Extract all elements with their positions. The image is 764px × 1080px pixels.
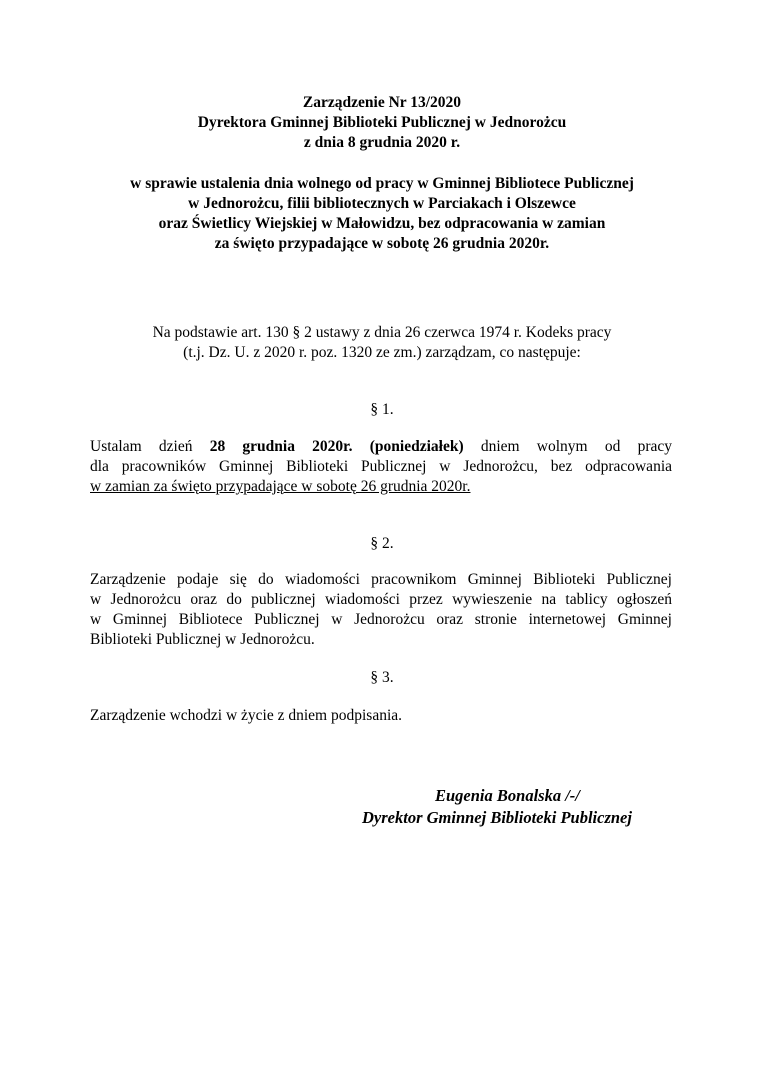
paragraph-line [90, 437, 672, 457]
legal-basis [0, 323, 764, 363]
paragraph-line [90, 477, 672, 497]
subject-line: w sprawie ustalenia dnia wolnego od pracy w Gminnej Bibliotece Publicznej [130, 175, 634, 192]
paragraph-line: dla pracowników Gminnej Biblioteki Publicznej w Jednorożcu, bez odpracowania [90, 458, 672, 475]
document-title [0, 93, 764, 153]
section-1-text: dniem wolnym od pracy [480, 438, 672, 455]
subject-line: oraz Świetlicy Wiejskiej w Małowidzu, bez odpracowania w zamian [158, 215, 606, 232]
section-1-date: 28 grudnia 2020r. (poniedziałek) [209, 438, 464, 455]
section-2-paragraph [90, 570, 672, 650]
section-1-mark: § 1. [370, 401, 394, 418]
section-3-paragraph [90, 706, 672, 726]
signature-title: Dyrektor Gminnej Biblioteki Publicznej [362, 808, 632, 827]
paragraph-line: Zarządzenie podaje się do wiadomości pracownikom Gminnej Biblioteki Publicznej [90, 571, 672, 588]
legal-basis-line: (t.j. Dz. U. z 2020 r. poz. 1320 ze zm.) zarządzam, co następuje: [183, 344, 581, 361]
paragraph-line: Biblioteki Publicznej w Jednorożcu. [90, 631, 315, 648]
title-line: Dyrektora Gminnej Biblioteki Publicznej w Jednorożcu [197, 114, 567, 131]
signature-name: Eugenia Bonalska /-/ [435, 786, 580, 805]
subject-line: w Jednorożcu, filii bibliotecznych w Parciakach i Olszewce [188, 195, 576, 212]
paragraph-line: Zarządzenie wchodzi w życie z dniem podpisania. [90, 707, 403, 724]
section-1-paragraph [90, 437, 672, 497]
section-3-mark: § 3. [370, 669, 394, 686]
title-line: Zarządzenie Nr 13/2020 [302, 94, 462, 111]
subject-line: za święto przypadające w sobotę 26 grudnia 2020r. [214, 235, 550, 252]
legal-basis-line: Na podstawie art. 130 § 2 ustawy z dnia 26 czerwca 1974 r. Kodeks pracy [152, 324, 612, 341]
paragraph-line: w Jednorożcu oraz do publicznej wiadomości przez wywieszenie na tablicy ogłoszeń [90, 591, 672, 608]
section-1-underlined-text: w zamian za święto przypadające w sobotę 26 grudnia 2020r. [90, 478, 471, 495]
title-line: z dnia 8 grudnia 2020 r. [303, 134, 461, 151]
document-subject [0, 174, 764, 254]
section-1-text: Ustalam dzień [90, 438, 193, 455]
paragraph-line: w Gminnej Bibliotece Publicznej w Jednorożcu oraz stronie internetowej Gminnej [90, 611, 672, 628]
section-2-mark: § 2. [370, 535, 394, 552]
